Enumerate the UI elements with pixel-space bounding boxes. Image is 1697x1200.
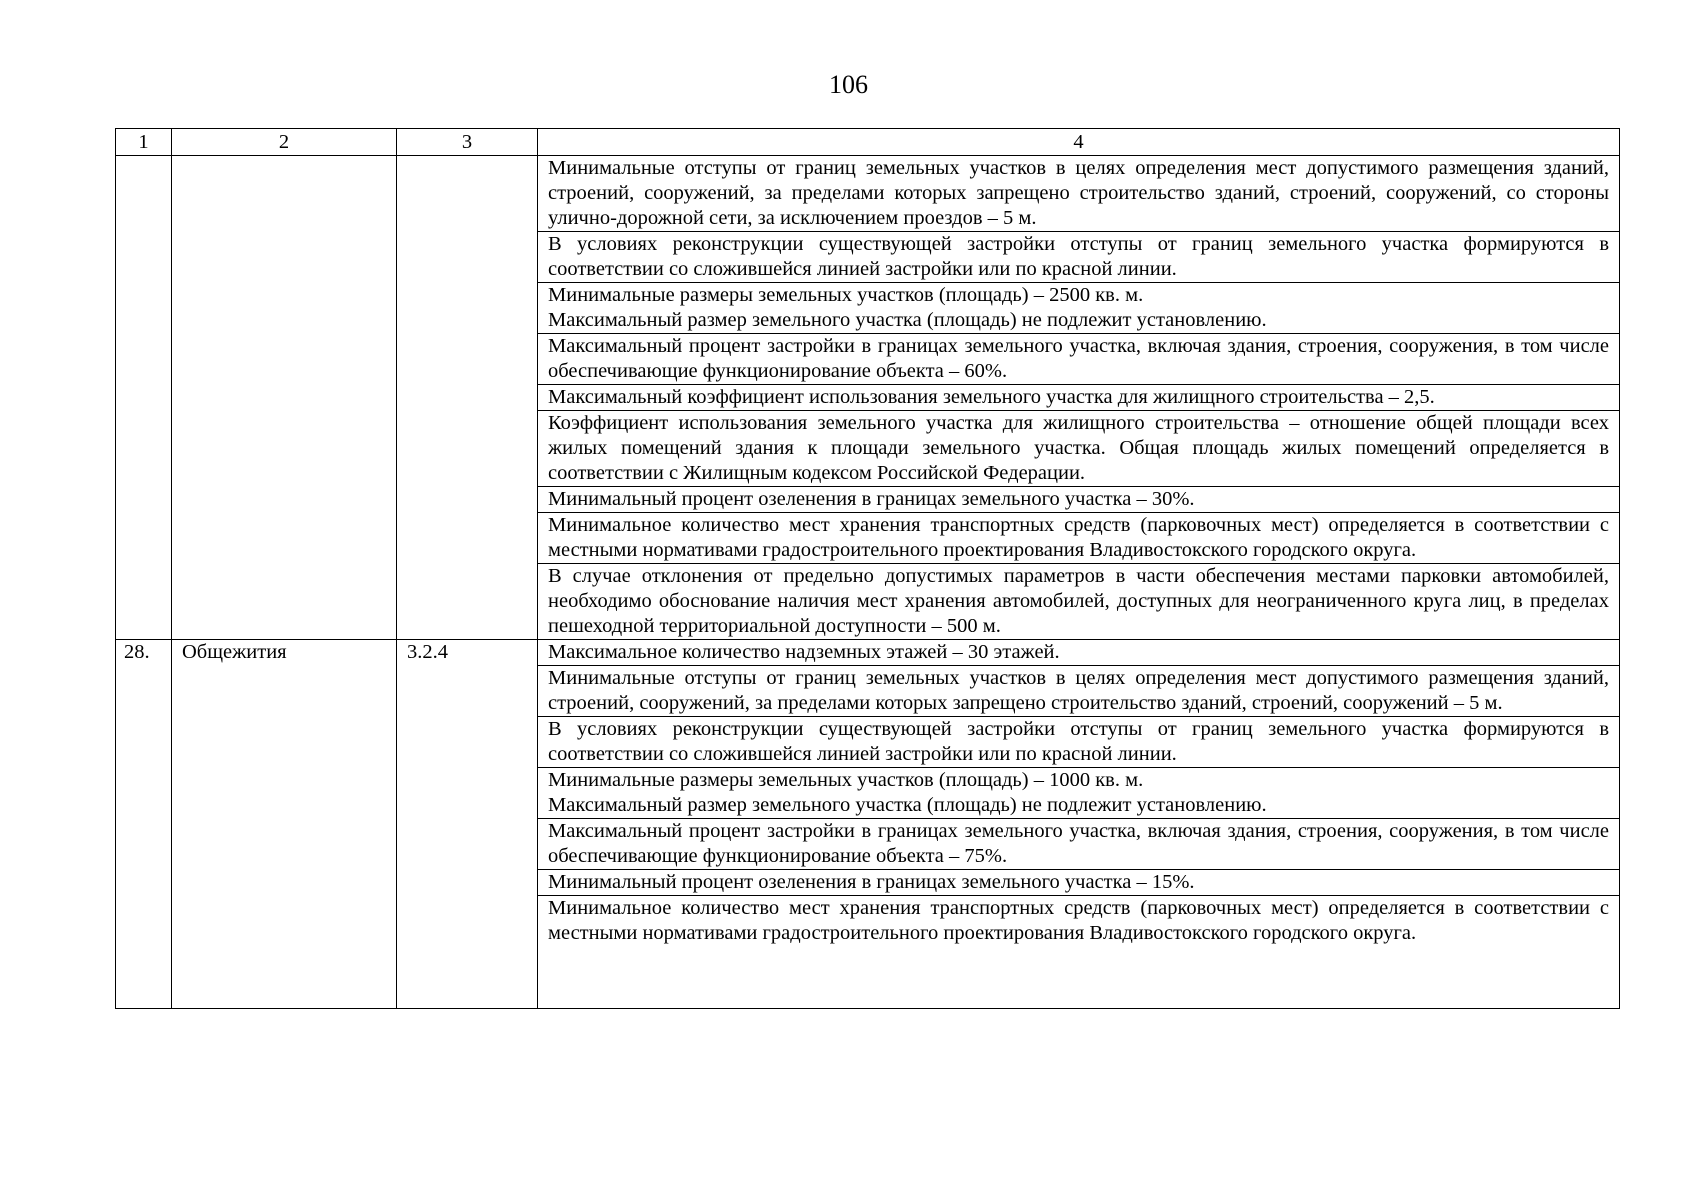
parameter-text: Минимальные отступы от границ земельных участков в целях определения мест допустимого размещения зданий, строений, сооружений, за пределами которых запрещено строительство зданий, строений, сооружений – 5 м. — [538, 666, 1620, 717]
parameters-table — [115, 128, 1620, 1009]
parameter-text: Минимальные размеры земельных участков (площадь) – 2500 кв. м. Максимальный размер земельного участка (площадь) не подлежит установлению. — [538, 283, 1620, 334]
parameter-text: Максимальное количество надземных этажей – 30 этажей. — [538, 640, 1620, 666]
header-col-1: 1 — [116, 129, 172, 156]
parameter-text: В условиях реконструкции существующей застройки отступы от границ земельного участка формируются в соответствии со сложившейся линией застройки или по красной линии. — [538, 717, 1620, 768]
parameter-text: В условиях реконструкции существующей застройки отступы от границ земельного участка формируются в соответствии со сложившейся линией застройки или по красной линии. — [538, 232, 1620, 283]
row-code: 3.2.4 — [397, 640, 538, 1009]
header-col-2: 2 — [172, 129, 397, 156]
parameter-text: Минимальный процент озеленения в границах земельного участка – 15%. — [538, 870, 1620, 896]
empty-parameter-cell — [538, 946, 1620, 1009]
parameter-text: Максимальный процент застройки в границах земельного участка, включая здания, строения, сооружения, в том числе обеспечивающие функционирование объекта – 60%. — [538, 334, 1620, 385]
parameter-text: В случае отклонения от предельно допустимых параметров в части обеспечения местами парковки автомобилей, необходимо обоснование наличия мест хранения автомобилей, доступных для неограниченного круга лиц, в пределах пешеходной территориальной доступности – 500 м. — [538, 564, 1620, 640]
parameter-text: Максимальный коэффициент использования земельного участка для жилищного строительства – 2,5. — [538, 385, 1620, 411]
row-name: Общежития — [172, 640, 397, 1009]
table-row — [116, 640, 1620, 666]
parameter-text: Минимальное количество мест хранения транспортных средств (парковочных мест) определяется в соответствии с местными нормативами градостроительного проектирования Владивостокского городского округа. — [538, 513, 1620, 564]
header-col-4: 4 — [538, 129, 1620, 156]
parameter-text: Минимальный процент озеленения в границах земельного участка – 30%. — [538, 487, 1620, 513]
parameter-text: Минимальное количество мест хранения транспортных средств (парковочных мест) определяется в соответствии с местными нормативами градостроительного проектирования Владивостокского городского округа. — [538, 896, 1620, 947]
header-row — [116, 129, 1620, 156]
parameter-text: Максимальный процент застройки в границах земельного участка, включая здания, строения, сооружения, в том числе обеспечивающие функционирование объекта – 75%. — [538, 819, 1620, 870]
row-number-cell — [116, 156, 172, 640]
parameter-text: Минимальные отступы от границ земельных участков в целях определения мест допустимого размещения зданий, строений, сооружений, за пределами которых запрещено строительство зданий, строений, сооружений, со стороны улично-дорожной сети, за исключением проездов – 5 м. — [538, 156, 1620, 232]
parameter-text: Минимальные размеры земельных участков (площадь) – 1000 кв. м. Максимальный размер земельного участка (площадь) не подлежит установлению. — [538, 768, 1620, 819]
table-row — [116, 156, 1620, 232]
row-number: 28. — [116, 640, 172, 1009]
page-number: 106 — [829, 70, 868, 99]
header-col-3: 3 — [397, 129, 538, 156]
row-name-cell — [172, 156, 397, 640]
parameter-text: Коэффициент использования земельного участка для жилищного строительства – отношение общей площади всех жилых помещений здания к площади земельного участка. Общая площадь жилых помещений определяется в соответствии с Жилищным кодексом Российской Федерации. — [538, 411, 1620, 487]
row-code-cell — [397, 156, 538, 640]
